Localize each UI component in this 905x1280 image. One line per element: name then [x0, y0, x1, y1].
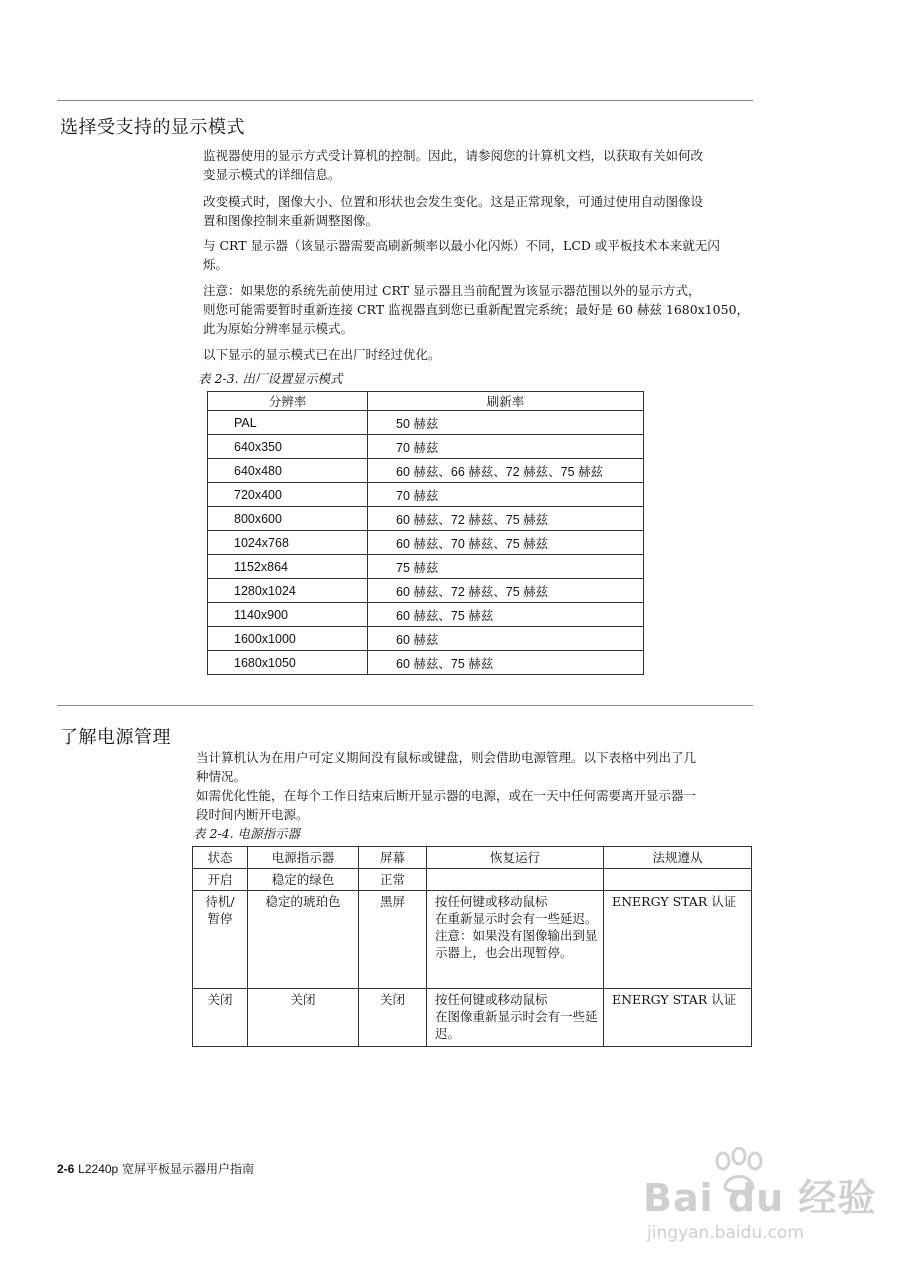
table-row [208, 483, 644, 507]
resolution-cell: 640x480 [208, 459, 368, 483]
table-row [208, 531, 644, 555]
refresh-rate-cell: 50 赫兹 [368, 411, 644, 435]
table-row [208, 579, 644, 603]
refresh-rate-cell: 60 赫兹 [368, 627, 644, 651]
resolution-cell: 640x350 [208, 435, 368, 459]
compliance-cell: ENERGY STAR 认证 [604, 989, 752, 1047]
column-header-state: 状态 [193, 847, 248, 869]
table-row [208, 411, 644, 435]
indicator-cell: 关闭 [248, 989, 359, 1047]
table-row [208, 507, 644, 531]
column-header-refresh-rate: 刷新率 [368, 392, 644, 411]
refresh-rate-cell: 60 赫兹、72 赫兹、75 赫兹 [368, 507, 644, 531]
watermark-url: jingyan.baidu.com [647, 1223, 804, 1243]
state-cell: 关闭 [193, 989, 248, 1047]
resume-cell: 按任何键或移动鼠标 在图像重新显示时会有一些延迟。 [427, 989, 604, 1047]
table-row [208, 627, 644, 651]
state-cell: 开启 [193, 869, 248, 891]
table-header-row [208, 392, 644, 411]
indicator-cell: 稳定的绿色 [248, 869, 359, 891]
resolution-cell: 1680x1050 [208, 651, 368, 675]
column-header-screen: 屏幕 [359, 847, 427, 869]
refresh-rate-cell: 60 赫兹、66 赫兹、72 赫兹、75 赫兹 [368, 459, 644, 483]
compliance-cell [604, 869, 752, 891]
table-row [193, 989, 752, 1047]
indicator-cell: 稳定的琥珀色 [248, 891, 359, 989]
table-header-row [193, 847, 752, 869]
resolution-cell: 1152x864 [208, 555, 368, 579]
section2-top-rule [57, 705, 753, 706]
resolution-cell: 1600x1000 [208, 627, 368, 651]
refresh-rate-cell: 70 赫兹 [368, 435, 644, 459]
table-2-4-caption: 表 2-4. 电源指示器 [193, 826, 301, 841]
section1-paragraph-5: 以下显示的显示模式已在出厂时经过优化。 [203, 347, 441, 362]
column-header-power-indicator: 电源指示器 [248, 847, 359, 869]
guide-title: 宽屏平板显示器用户指南 [122, 1162, 255, 1176]
section2-heading: 了解电源管理 [60, 727, 171, 748]
table-row [193, 869, 752, 891]
table-row [208, 555, 644, 579]
table-row [208, 651, 644, 675]
column-header-compliance: 法规遵从 [604, 847, 752, 869]
state-cell: 待机/暂停 [193, 891, 248, 989]
section1-note: 注意：如果您的系统先前使用过 CRT 显示器且当前配置为该显示器范围以外的显示方式， 则您可能需要暂时重新连接 CRT 监视器直到您已重新配置完系统；最好是 60 赫兹 1680x1050， 此为原始分辨率显示模式。 [203, 283, 750, 336]
display-modes-table [207, 391, 644, 675]
section1-heading: 选择受支持的显示模式 [60, 117, 245, 138]
section2-paragraph-2: 如需优化性能，在每个工作日结束后断开显示器的电源，或在一天中任何需要离开显示器一 段时间内断开电源。 [196, 788, 697, 822]
resolution-cell: 1024x768 [208, 531, 368, 555]
resolution-cell: PAL [208, 411, 368, 435]
table-row [208, 459, 644, 483]
watermark-brand: Bai du 经验 [643, 1176, 877, 1220]
resume-cell: 按任何键或移动鼠标 在重新显示时会有一些延迟。 注意：如果没有图像输出到显示器上，也会出现暂停。 [427, 891, 604, 989]
refresh-rate-cell: 70 赫兹 [368, 483, 644, 507]
resolution-cell: 720x400 [208, 483, 368, 507]
column-header-resume: 恢复运行 [427, 847, 604, 869]
column-header-resolution: 分辨率 [208, 392, 368, 411]
resolution-cell: 800x600 [208, 507, 368, 531]
refresh-rate-cell: 75 赫兹 [368, 555, 644, 579]
power-indicator-table [192, 846, 752, 1047]
section1-paragraph-3: 与 CRT 显示器（该显示器需要高刷新频率以最小化闪烁）不同，LCD 或平板技术本来就无闪 烁。 [203, 238, 720, 272]
table-row [193, 891, 752, 989]
section2-paragraph-1: 当计算机认为在用户可定义期间没有鼠标或键盘，则会借助电源管理。以下表格中列出了几 种情况。 [196, 750, 697, 784]
table-2-3-caption: 表 2-3. 出厂设置显示模式 [198, 371, 343, 386]
refresh-rate-cell: 60 赫兹、70 赫兹、75 赫兹 [368, 531, 644, 555]
screen-cell: 关闭 [359, 989, 427, 1047]
page-footer [57, 1160, 254, 1177]
section1-paragraph-1: 监视器使用的显示方式受计算机的控制。因此，请参阅您的计算机文档，以获取有关如何改 变显示模式的详细信息。 [203, 148, 704, 182]
table-row [208, 435, 644, 459]
baidu-watermark [643, 1147, 883, 1247]
resolution-cell: 1140x900 [208, 603, 368, 627]
screen-cell: 黑屏 [359, 891, 427, 989]
table-row [208, 603, 644, 627]
model-name: L2240p [78, 1162, 119, 1176]
refresh-rate-cell: 60 赫兹、75 赫兹 [368, 603, 644, 627]
resume-cell [427, 869, 604, 891]
page-number: 2-6 [57, 1162, 75, 1176]
resolution-cell: 1280x1024 [208, 579, 368, 603]
section1-paragraph-2: 改变模式时，图像大小、位置和形状也会发生变化。这是正常现象，可通过使用自动图像设 置和图像控制来重新调整图像。 [203, 194, 704, 228]
refresh-rate-cell: 60 赫兹、75 赫兹 [368, 651, 644, 675]
section1-top-rule [57, 100, 753, 101]
screen-cell: 正常 [359, 869, 427, 891]
refresh-rate-cell: 60 赫兹、72 赫兹、75 赫兹 [368, 579, 644, 603]
compliance-cell: ENERGY STAR 认证 [604, 891, 752, 989]
